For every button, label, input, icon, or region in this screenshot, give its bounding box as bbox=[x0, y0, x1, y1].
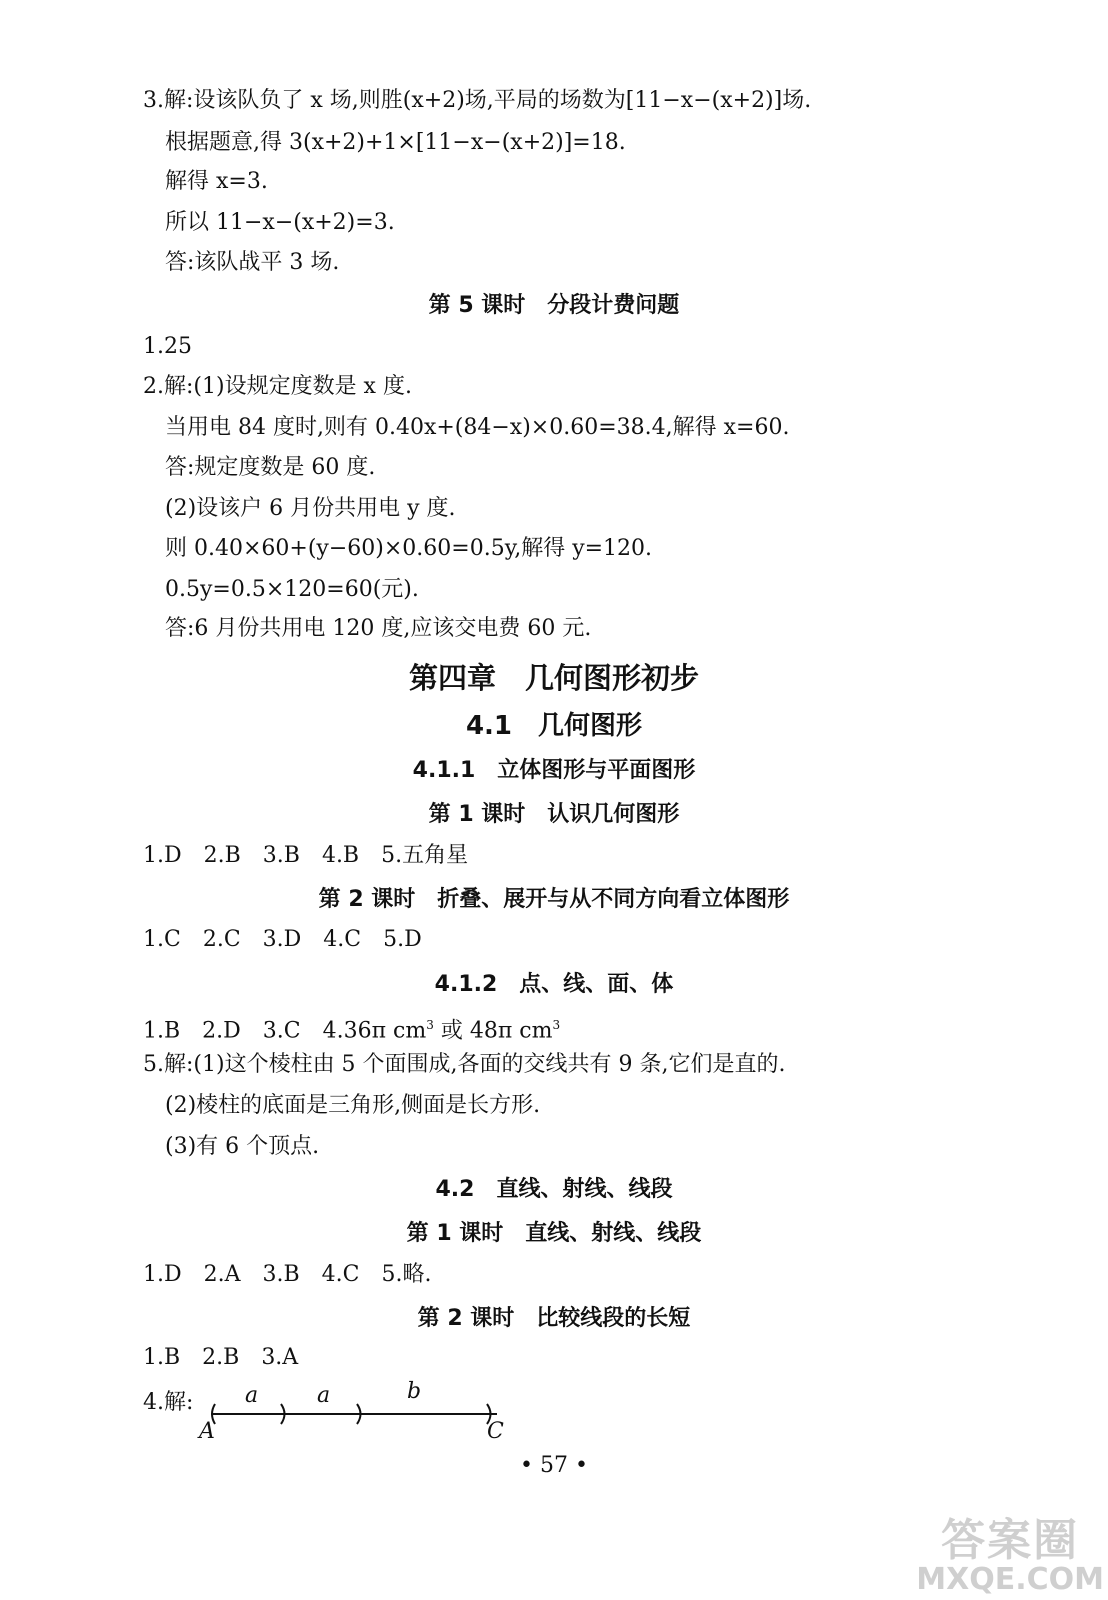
label-start: A bbox=[199, 1419, 215, 1444]
lesson5-p2-line2: 当用电 84 度时,则有 0.40x+(84−x)×0.60=38.4,解得 x=60. bbox=[165, 415, 790, 440]
lesson5-p2-line1: 2.解:(1)设规定度数是 x 度. bbox=[143, 374, 412, 399]
label-seg2: a bbox=[317, 1383, 331, 1408]
lesson2-title: 第 2 课时 折叠、展开与从不同方向看立体图形 bbox=[318, 887, 790, 912]
lesson1-answers: 1.D 2.B 3.B 4.B 5.五角星 bbox=[143, 843, 469, 868]
page-number: • 57 • bbox=[520, 1453, 588, 1478]
superscript-3: 3 bbox=[426, 1018, 434, 1032]
watermark-url: MXQE.COM bbox=[916, 1562, 1104, 1597]
section-4-1-2-title: 4.1.2 点、线、面、体 bbox=[434, 972, 674, 997]
lesson5-p2-line4: (2)设该户 6 月份共用电 y 度. bbox=[165, 496, 456, 521]
problem3-line4: 所以 11−x−(x+2)=3. bbox=[165, 210, 395, 235]
section-4-1-title: 4.1 几何图形 bbox=[465, 711, 643, 741]
label-seg3: b bbox=[407, 1379, 422, 1404]
section-4-1-2-answers bbox=[143, 1010, 560, 1046]
superscript-3b: 3 bbox=[552, 1018, 561, 1032]
section-4-1-2-p5-line3: (3)有 6 个顶点. bbox=[165, 1134, 320, 1159]
lesson1-title: 第 1 课时 认识几何图形 bbox=[428, 802, 680, 827]
lesson2-answers: 1.C 2.C 3.D 4.C 5.D bbox=[143, 927, 422, 952]
chapter-title: 第四章 几何图形初步 bbox=[408, 661, 699, 695]
section-4-2-title: 4.2 直线、射线、线段 bbox=[435, 1177, 673, 1202]
problem3-line1: 3.解:设该队负了 x 场,则胜(x+2)场,平局的场数为[11−x−(x+2)]场. bbox=[143, 88, 812, 113]
lesson5-p2-line7: 答:6 月份共用电 120 度,应该交电费 60 元. bbox=[165, 616, 592, 641]
watermark-logo: 答案圈 bbox=[941, 1515, 1080, 1566]
section-4-1-1-title: 4.1.1 立体图形与平面图形 bbox=[412, 758, 696, 783]
label-end: C bbox=[487, 1419, 504, 1444]
watermark bbox=[916, 1515, 1104, 1597]
lesson5-p2-line5: 则 0.40×60+(y−60)×0.60=0.5y,解得 y=120. bbox=[165, 536, 653, 561]
section-4-2-lesson2-answers: 1.B 2.B 3.A bbox=[143, 1345, 299, 1370]
answers-text-b: 或 48π cm bbox=[433, 1018, 553, 1044]
lesson5-title: 第 5 课时 分段计费问题 bbox=[428, 293, 680, 318]
lesson5-p2-line3: 答:规定度数是 60 度. bbox=[165, 455, 376, 480]
section-4-2-lesson2-title: 第 2 课时 比较线段的长短 bbox=[417, 1306, 691, 1331]
segment-diagram bbox=[195, 1379, 515, 1446]
answers-text-a: 1.B 2.D 3.C 4.36π cm bbox=[143, 1018, 427, 1044]
label-seg1: a bbox=[245, 1383, 259, 1408]
section-4-1-2-p5-line2: (2)棱柱的底面是三角形,侧面是长方形. bbox=[165, 1093, 541, 1118]
problem3-line3: 解得 x=3. bbox=[165, 169, 268, 194]
section-4-2-lesson1-title: 第 1 课时 直线、射线、线段 bbox=[406, 1221, 702, 1246]
problem3-line5: 答:该队战平 3 场. bbox=[165, 250, 340, 275]
section-4-1-2-p5-line1: 5.解:(1)这个棱柱由 5 个面围成,各面的交线共有 9 条,它们是直的. bbox=[143, 1052, 786, 1077]
section-4-2-lesson1-answers: 1.D 2.A 3.B 4.C 5.略. bbox=[143, 1262, 432, 1287]
problem3-line2: 根据题意,得 3(x+2)+1×[11−x−(x+2)]=18. bbox=[165, 130, 626, 155]
lesson5-answer1: 1.25 bbox=[143, 334, 192, 359]
lesson5-p2-line6: 0.5y=0.5×120=60(元). bbox=[165, 577, 419, 602]
problem4-label: 4.解: bbox=[143, 1390, 194, 1415]
